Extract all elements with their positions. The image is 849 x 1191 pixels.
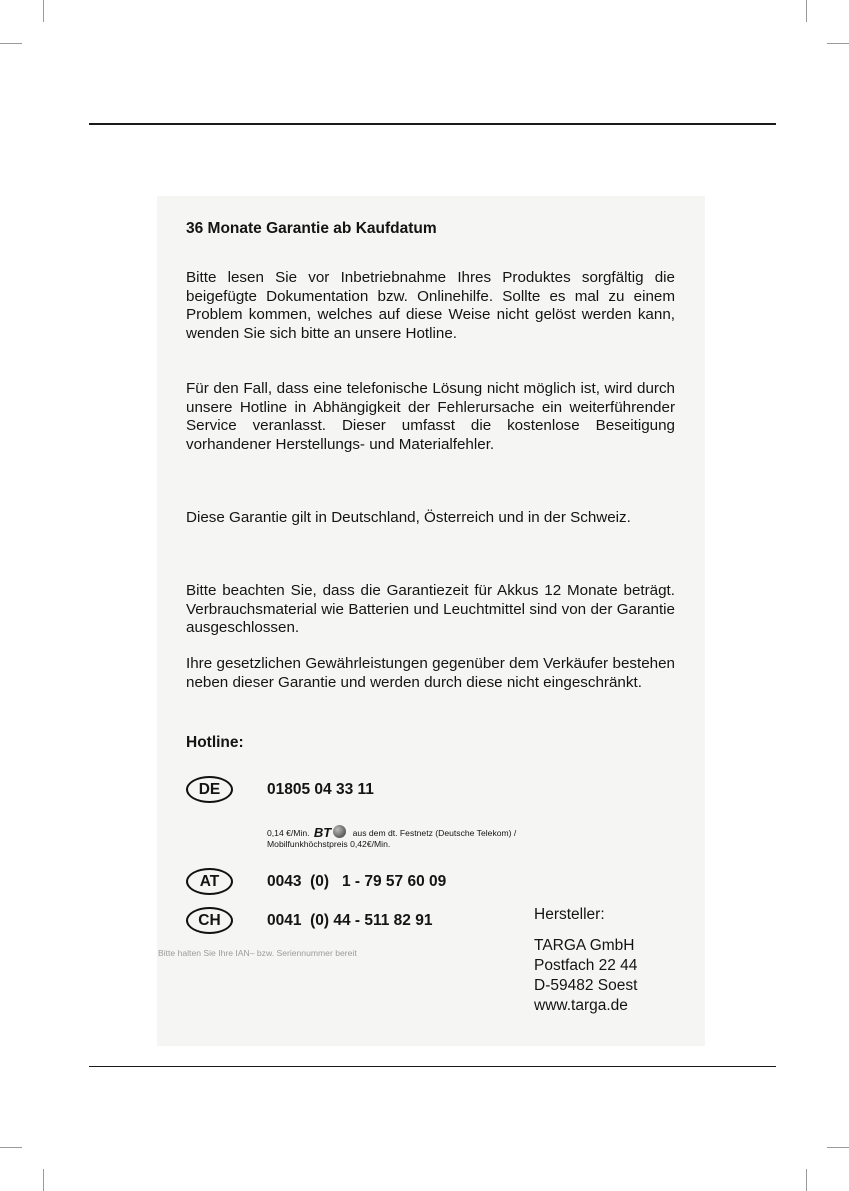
paragraph-statutory: Ihre gesetzlichen Gewährleistungen gegenüber dem Verkäufer bestehen neben dieser Garantie und werden durch diese nicht eingeschränkt. [186, 655, 675, 691]
manufacturer-website: www.targa.de [534, 997, 628, 1014]
network-text: aus dem dt. Festnetz (Deutsche Telekom) / [352, 828, 517, 838]
crop-mark [806, 0, 807, 22]
crop-mark [43, 0, 44, 22]
paragraph-documentation: Bitte lesen Sie vor Inbetriebnahme Ihres Produktes sorgfältig die beigefügte Dokumentation bzw. Onlinehilfe. Sollte es mal zu einem Problem kommen, welches auf diese Weise nicht gelöst werden kann, wenden Sie sich bitte an unsere Hotline. [186, 269, 675, 342]
bt-globe-icon [333, 825, 346, 838]
mobile-price-text: Mobilfunkhöchstpreis 0,42€/Min. [267, 839, 391, 849]
country-badge-de: DE [186, 776, 233, 803]
phone-number-de: 01805 04 33 11 [267, 781, 374, 798]
crop-mark [806, 1169, 807, 1191]
crop-mark [43, 1169, 44, 1191]
country-badge-at: AT [186, 868, 233, 895]
footer-rule [89, 1066, 776, 1067]
price-text: 0,14 €/Min. [267, 828, 310, 838]
warranty-panel [157, 196, 705, 1046]
crop-mark [0, 43, 22, 44]
manufacturer-postbox: Postfach 22 44 [534, 957, 638, 974]
manufacturer-address [534, 936, 637, 1016]
manufacturer-city: D-59482 Soest [534, 977, 638, 994]
warranty-title: 36 Monate Garantie ab Kaufdatum [186, 220, 437, 237]
manufacturer-label: Hersteller: [534, 906, 605, 923]
manufacturer-company: TARGA GmbH [534, 937, 635, 954]
hotline-label: Hotline: [186, 734, 244, 751]
paragraph-countries: Diese Garantie gilt in Deutschland, Österreich und in der Schweiz. [186, 509, 631, 526]
paragraph-battery: Bitte beachten Sie, dass die Garantiezeit für Akkus 12 Monate beträgt. Verbrauchsmaterial wie Batterien und Leuchtmittel sind von der Garantie ausgeschlossen. [186, 582, 675, 637]
bt-logo: BT [313, 825, 332, 840]
crop-mark [0, 1147, 22, 1148]
phone-number-at: 0043 (0) 1 - 79 57 60 09 [267, 873, 447, 890]
serial-number-hint: Bitte halten Sie Ihre IAN– bzw. Seriennummer bereit [158, 948, 357, 958]
crop-mark [827, 43, 849, 44]
phone-number-ch: 0041 (0) 44 - 511 82 91 [267, 912, 433, 929]
price-note [267, 825, 516, 850]
header-rule [89, 123, 776, 125]
country-badge-ch: CH [186, 907, 233, 934]
paragraph-service: Für den Fall, dass eine telefonische Lösung nicht möglich ist, wird durch unsere Hotline in Abhängigkeit der Fehlerursache ein weiterführender Service veranlasst. Dieser umfasst die kostenlose Beseitigung vorhandener Herstellungs- und Materialfehler. [186, 380, 675, 453]
crop-mark [827, 1147, 849, 1148]
